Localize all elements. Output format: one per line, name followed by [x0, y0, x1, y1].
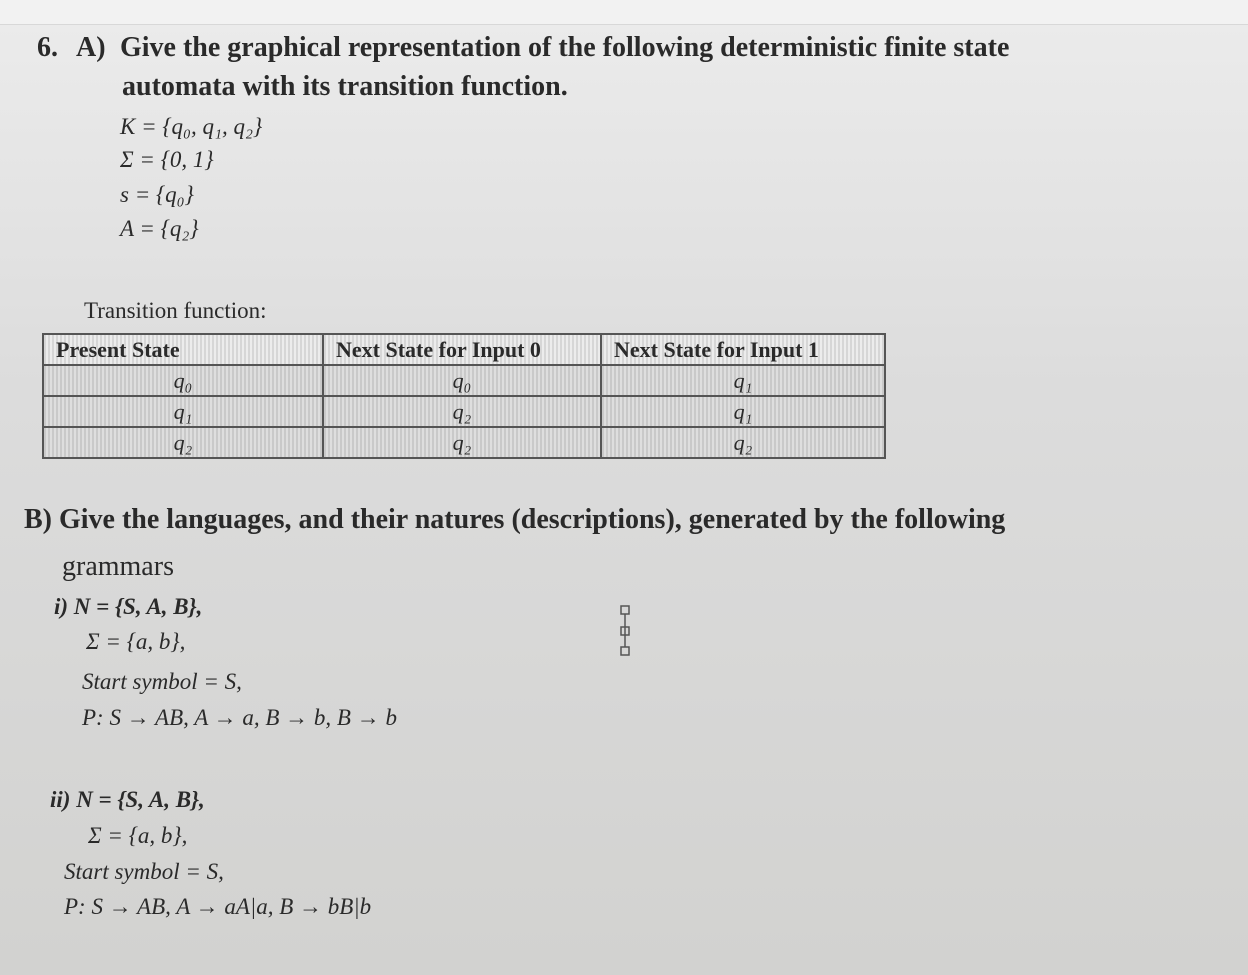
part-a-line1: Give the graphical representation of the following deterministic finite state	[120, 32, 1010, 63]
cell: q₂	[323, 427, 601, 458]
accept-states: A = {q₂}	[120, 216, 199, 241]
grammar-i-nonterminals: i) N = {S, A, B},	[54, 594, 203, 619]
page-top-edge	[0, 0, 1248, 25]
header-input-0: Next State for Input 0	[323, 334, 601, 365]
cell: q₁	[601, 365, 885, 396]
grammar-ii-productions: P: S → AB, A → aA|a, B → bB|b	[64, 894, 372, 919]
table-row	[43, 365, 885, 396]
states-set: K = {q₀, q₁, q₂}	[120, 114, 263, 139]
grammar-ii-nonterminals: ii) N = {S, A, B},	[50, 787, 205, 812]
grammar-ii-alphabet: Σ = {a, b},	[88, 823, 188, 848]
header-present-state: Present State	[43, 334, 323, 365]
anchor-handle-icon	[620, 605, 630, 657]
table-header-row	[43, 334, 885, 365]
grammar-ii-start: Start symbol = S,	[64, 859, 224, 884]
question-number: 6.	[37, 32, 58, 63]
cell: q₂	[601, 427, 885, 458]
cell: q₁	[601, 396, 885, 427]
cell: q₀	[323, 365, 601, 396]
cell: q₁	[43, 396, 323, 427]
cell: q₀	[43, 365, 323, 396]
part-b-line1: B) Give the languages, and their natures (descriptions), generated by the following	[24, 504, 1006, 535]
table-caption: Transition function:	[84, 298, 267, 323]
grammar-i-productions: P: S → AB, A → a, B → b, B → b	[82, 705, 397, 730]
part-b-line2: grammars	[62, 551, 174, 582]
grammar-i-alphabet: Σ = {a, b},	[86, 629, 186, 654]
start-state: s = {q₀}	[120, 182, 194, 207]
cell: q₂	[43, 427, 323, 458]
table-row	[43, 396, 885, 427]
cell: q₂	[323, 396, 601, 427]
part-a-line2: automata with its transition function.	[122, 71, 568, 102]
transition-table	[42, 333, 886, 459]
alphabet-set: Σ = {0, 1}	[120, 147, 214, 172]
grammar-i-start: Start symbol = S,	[82, 669, 242, 694]
part-a-label: A)	[76, 32, 106, 63]
table-row	[43, 427, 885, 458]
header-input-1: Next State for Input 1	[601, 334, 885, 365]
